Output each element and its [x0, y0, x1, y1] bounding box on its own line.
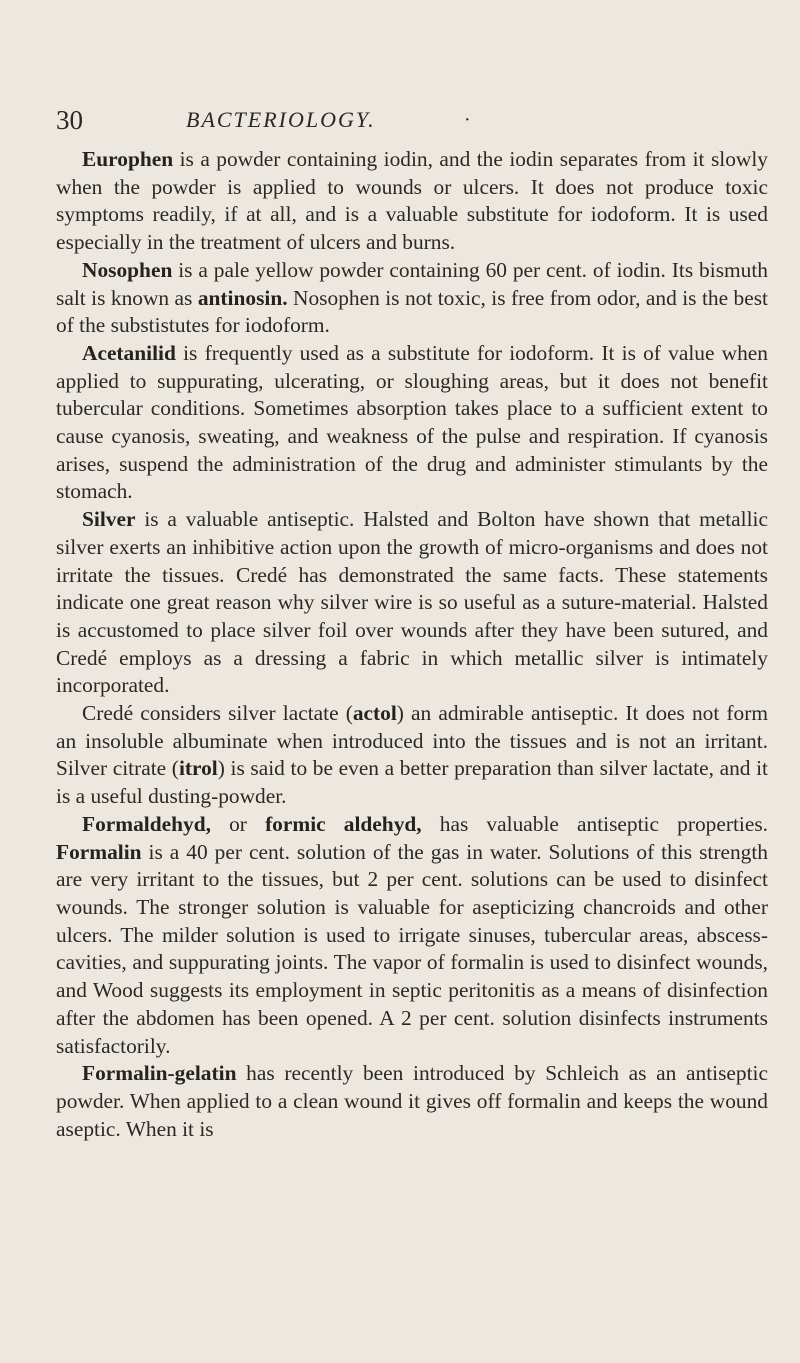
- paragraph-text: is a 40 per cent. solution of the gas in water. Solutions of this strength are very irritant to the tissues, but 2 per cent. solutions can be used to disinfect wounds. The stronger solution is valuable for asepticizing chancroids and other ulcers. The milder solution is used to irrigate sinuses, tubercular areas, abscess-cavities, and suppurating joints. The vapor of formalin is used to disinfect wounds, and Wood suggests its employment in septic peritonitis as a means of disinfection after the abdomen has been opened. A 2 per cent. solution disinfects instruments satisfactorily.: [56, 839, 768, 1058]
- term-formaldehyd: Formaldehyd,: [82, 811, 211, 836]
- paragraph-text: has recently been introduced by Schleich as an antiseptic powder. When applied to a clean wound it gives off formalin and keeps the wound aseptic. When it is: [56, 1061, 768, 1141]
- paragraph-text: ) is said to be even a better preparation than silver lactate, and it is a useful dusting-powder.: [56, 756, 768, 809]
- paragraph-europhen: [56, 146, 768, 257]
- term-silver: Silver: [82, 507, 136, 532]
- paragraph-text: is a powder containing iodin, and the iodin separates from it slowly when the powder is applied to wounds or ulcers. It does not produce toxic symptoms readily, if at all, and is a valuable substitute for iodoform. It is used especially in the treatment of ulcers and burns.: [56, 147, 768, 255]
- paragraph-text: has valuable antiseptic properties.: [421, 811, 769, 836]
- running-head-title: BACTERIOLOGY.: [186, 107, 376, 132]
- term-acetanilid: Acetanilid: [82, 340, 176, 365]
- paragraph-formalin-gelatin: [56, 1060, 768, 1143]
- page-number: 30: [56, 105, 83, 135]
- paragraph-text: Nosophen is not toxic, is free from odor, and is the best of the substistutes for iodoform.: [56, 285, 768, 338]
- term-nosophen: Nosophen: [82, 257, 173, 282]
- term-actol: actol: [352, 701, 397, 726]
- paragraph-text: is a pale yellow powder containing 60 per cent. of iodin. Its bismuth salt is known as: [56, 257, 768, 310]
- paragraph-silver: [56, 506, 768, 700]
- term-europhen: Europhen: [82, 147, 174, 171]
- term-formalin-gelatin: Formalin-gelatin: [82, 1061, 237, 1086]
- term-formalin: Formalin: [56, 839, 142, 864]
- running-head: [56, 100, 756, 140]
- term-formic-aldehyd: formic aldehyd,: [265, 811, 422, 836]
- paragraph-nosophen: [56, 257, 768, 340]
- term-itrol: itrol: [178, 756, 218, 781]
- body-text: [56, 146, 768, 1143]
- paragraph-text: is frequently used as a substitute for iodoform. It is of value when applied to suppurating, ulcerating, or sloughing areas, but it does not benefit tubercular conditions. Sometimes absorption takes place to a sufficient extent to cause cyanosis, sweating, and weakness of the pulse and respiration. If cyanosis arises, suspend the administration of the drug and administer stimulants by the stomach.: [56, 340, 768, 504]
- paragraph-text: ) an admirable antiseptic. It does not form an insoluble albuminate when introduced into the tissues and is not an irritant. Silver citrate (: [56, 701, 768, 781]
- paragraph-formaldehyd: [56, 811, 768, 1060]
- paragraph-text: or: [210, 811, 266, 836]
- paragraph-text: Credé considers silver lactate (: [82, 701, 353, 726]
- running-head-mark: ·: [464, 109, 471, 131]
- paragraph-silver-salts: [56, 700, 768, 811]
- term-antinosin: antinosin.: [197, 285, 288, 310]
- paragraph-acetanilid: [56, 340, 768, 506]
- paragraph-text: is a valuable antiseptic. Halsted and Bolton have shown that metallic silver exerts an inhibitive action upon the growth of micro-organisms and does not irritate the tissues. Credé has demonstrated the same facts. These statements indicate one great reason why silver wire is so useful as a suture-material. Halsted is accustomed to place silver foil over wounds after they have been sutured, and Credé employs as a dressing a fabric in which metallic silver is intimately incorporated.: [56, 507, 768, 698]
